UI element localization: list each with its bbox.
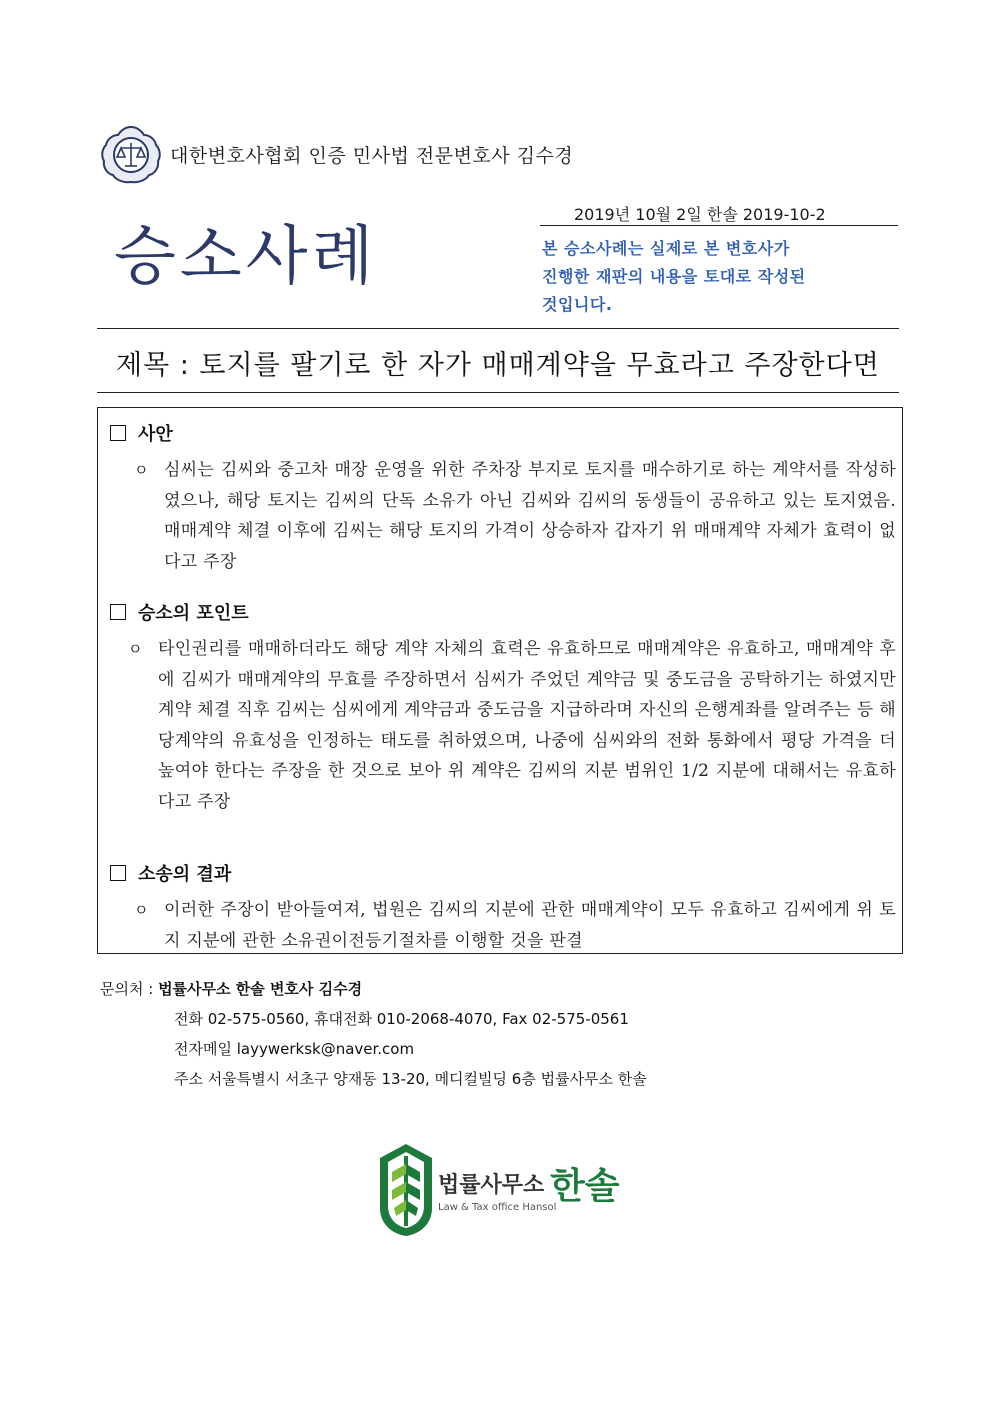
document-title: 승소사례 [114,220,378,294]
contact-info [100,974,647,1094]
subject-top-divider [97,328,899,329]
date-line: 2019년 10월 2일 한솔 2019-10-2 [574,205,826,224]
bullet-icon: ㅇ [134,461,149,479]
contact-phone: 전화 02-575-0560, 휴대전화 010-2068-4070, Fax 02-575-0561 [174,1010,629,1028]
subject-bottom-divider [97,392,899,393]
contact-header-row [100,974,647,1004]
bullet-icon: ㅇ [134,901,149,919]
checkbox-square-icon [110,604,126,620]
logo-name-korean: 법률사무소 [438,1173,545,1198]
paragraph-text: 타인권리를 매매하더라도 해당 계약 자체의 효력은 유효하므로 매매계약은 유효하고, 매매계약 후에 김씨가 매매계약의 무효를 주장하면서 심씨가 주었던 계약금 및 중도금을 공탁하기는 하였지만 계약 체결 직후 김씨는 심씨에게 계약금과 중도금을 지급하라며 자신의 은행계좌를 알려주는 등 해당계약의 유효성을 인정하는 태도를 취하였으며, 나중에 심씨와의 전화 통화에서 평당 가격을 더 높여야 한다는 주장을 한 것으로 보아 위 계약은 김씨의 지분 범위인 1/2 지분에 대해서는 유효하다고 주장 [158,639,896,812]
logo-name-english: Law & Tax office Hansol [438,1202,557,1213]
section-heading-points [110,599,249,625]
certification-line: 대한변호사협회 인증 민사법 전문변호사 김수경 [170,145,574,167]
section-paragraph-result [134,895,896,956]
notice-line: 진행한 재판의 내용을 토대로 작성된 [542,267,806,286]
bar-association-emblem-icon [100,124,162,186]
section-heading-result [110,860,231,886]
contact-label: 문의처 : [100,980,159,998]
notice-line: 본 승소사례는 실제로 본 변호사가 [542,239,790,258]
section-heading-label: 소송의 결과 [138,864,232,885]
contact-office: 법률사무소 한솔 변호사 김수경 [158,980,363,998]
contact-address: 주소 서울특별시 서초구 양재동 13-20, 메디컬빌딩 6층 법률사무소 한솔 [174,1070,647,1088]
paragraph-text: 심씨는 김씨와 중고차 매장 운영을 위한 주차장 부지로 토지를 매수하기로 하는 계약서를 작성하였으나, 해당 토지는 김씨의 단독 소유가 아닌 김씨와 김씨의 동생들이 공유하고 있는 토지였음. 매매계약 체결 이후에 김씨는 해당 토지의 가격이 상승하자 갑자기 위 매매계약 자체가 효력이 없다고 주장 [164,460,896,572]
bullet-icon: ㅇ [128,640,143,658]
section-paragraph-points [128,634,896,817]
section-paragraph-case [134,455,896,577]
paragraph-text: 이러한 주장이 받아들여져, 법원은 김씨의 지분에 관한 매매계약이 모두 유효하고 김씨에게 위 토지 지분에 관한 소유권이전등기절차를 이행할 것을 판결 [164,900,896,951]
section-heading-label: 승소의 포인트 [138,603,249,624]
section-heading-case [110,420,173,446]
date-divider [540,225,898,226]
case-content-box [97,407,903,954]
notice-line: 것입니다. [542,295,613,314]
contact-email: 전자메일 layywerksk@naver.com [174,1040,415,1058]
subject-line: 제목 : 토지를 팔기로 한 자가 매매계약을 무효라고 주장한다면 [116,350,880,381]
notice-text [542,235,902,319]
logo-name-large: 한솔 [550,1166,620,1207]
section-heading-label: 사안 [138,424,173,445]
checkbox-square-icon [110,425,126,441]
checkbox-square-icon [110,865,126,881]
